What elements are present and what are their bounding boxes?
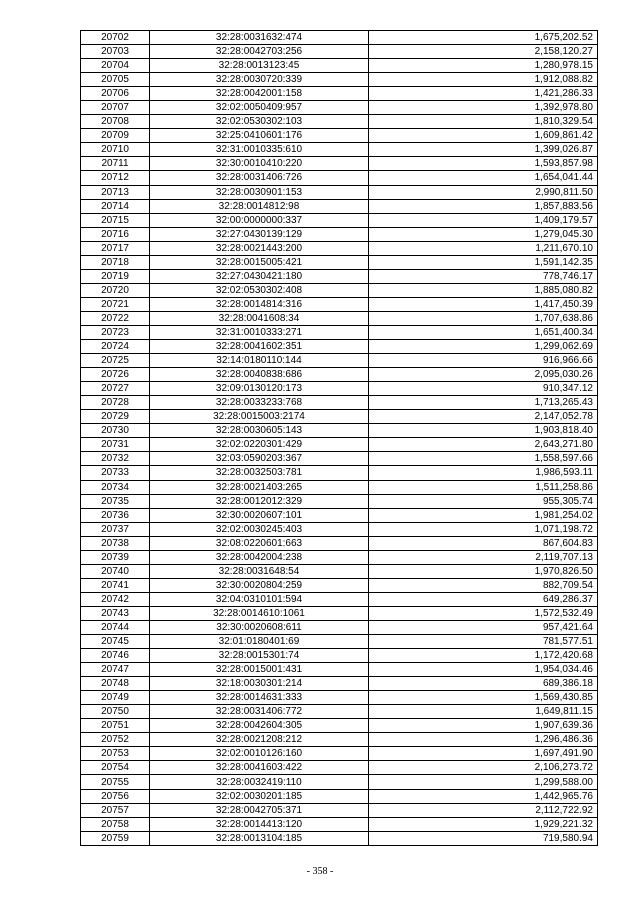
cadastral-number-cell: 32:30:0020804:259 [150,578,369,592]
table-row [81,705,598,719]
row-number-cell: 20752 [81,733,150,747]
cadastral-number-cell: 32:28:0031648:54 [150,564,369,578]
table-row [81,620,598,634]
row-number-cell: 20702 [81,31,150,45]
cadastral-number-cell: 32:28:0013104:185 [150,831,369,845]
cadastral-number-cell: 32:01:0180401:69 [150,635,369,649]
table-row [81,592,598,606]
table-row [81,550,598,564]
table-row [81,761,598,775]
row-number-cell: 20703 [81,45,150,59]
cadastral-number-cell: 32:28:0015001:431 [150,663,369,677]
table-row [81,129,598,143]
value-cell: 1,071,198.72 [369,522,598,536]
cadastral-number-cell: 32:28:0021403:265 [150,480,369,494]
cadastral-number-cell: 32:28:0042705:371 [150,803,369,817]
row-number-cell: 20727 [81,382,150,396]
value-cell: 1,399,026.87 [369,143,598,157]
row-number-cell: 20755 [81,775,150,789]
value-cell: 689,386.18 [369,677,598,691]
table-row [81,227,598,241]
value-cell: 2,112,722.92 [369,803,598,817]
cadastral-number-cell: 32:04:0310101:594 [150,592,369,606]
row-number-cell: 20748 [81,677,150,691]
cadastral-number-cell: 32:25:0410601:176 [150,129,369,143]
value-cell: 1,713,265.43 [369,396,598,410]
cadastral-number-cell: 32:28:0040838:686 [150,368,369,382]
table-row [81,494,598,508]
table-row [81,747,598,761]
cadastral-number-cell: 32:28:0014610:1061 [150,606,369,620]
table-row [81,297,598,311]
value-cell: 1,981,254.02 [369,508,598,522]
row-number-cell: 20739 [81,550,150,564]
row-number-cell: 20747 [81,663,150,677]
value-cell: 1,654,041.44 [369,171,598,185]
cadastral-number-cell: 32:28:0014812:98 [150,199,369,213]
table-row [81,480,598,494]
cadastral-number-cell: 32:00:0000000:337 [150,213,369,227]
row-number-cell: 20731 [81,438,150,452]
cadastral-number-cell: 32:30:0010410:220 [150,157,369,171]
row-number-cell: 20759 [81,831,150,845]
table-row [81,578,598,592]
cadastral-number-cell: 32:28:0042001:158 [150,87,369,101]
row-number-cell: 20742 [81,592,150,606]
row-number-cell: 20719 [81,269,150,283]
row-number-cell: 20721 [81,297,150,311]
table-row [81,31,598,45]
cadastral-number-cell: 32:28:0015005:421 [150,255,369,269]
cadastral-number-cell: 32:18:0030301:214 [150,677,369,691]
value-cell: 1,572,532.49 [369,606,598,620]
table-row [81,466,598,480]
table-row [81,536,598,550]
cadastral-number-cell: 32:03:0590203:367 [150,452,369,466]
row-number-cell: 20737 [81,522,150,536]
cadastral-number-cell: 32:28:0021208:212 [150,733,369,747]
value-cell: 1,591,142.35 [369,255,598,269]
cadastral-number-cell: 32:02:0220301:429 [150,438,369,452]
value-cell: 1,609,861.42 [369,129,598,143]
row-number-cell: 20707 [81,101,150,115]
table-row [81,817,598,831]
row-number-cell: 20729 [81,410,150,424]
table-row [81,410,598,424]
row-number-cell: 20723 [81,325,150,339]
row-number-cell: 20751 [81,719,150,733]
row-number-cell: 20718 [81,255,150,269]
row-number-cell: 20744 [81,620,150,634]
table-row [81,564,598,578]
cadastral-number-cell: 32:28:0041608:34 [150,311,369,325]
cadastral-number-cell: 32:02:0030245:403 [150,522,369,536]
value-cell: 1,929,221.32 [369,817,598,831]
value-cell: 916,966.66 [369,354,598,368]
value-cell: 1,954,034.46 [369,663,598,677]
table-row [81,255,598,269]
value-cell: 957,421.64 [369,620,598,634]
table-row [81,733,598,747]
value-cell: 2,158,120.27 [369,45,598,59]
table-row [81,199,598,213]
row-number-cell: 20740 [81,564,150,578]
row-number-cell: 20735 [81,494,150,508]
row-number-cell: 20711 [81,157,150,171]
value-cell: 781,577.51 [369,635,598,649]
row-number-cell: 20709 [81,129,150,143]
value-cell: 1,649,811.15 [369,705,598,719]
value-cell: 2,147,052.78 [369,410,598,424]
cadastral-number-cell: 32:28:0013123:45 [150,59,369,73]
row-number-cell: 20732 [81,452,150,466]
table-row [81,45,598,59]
table-row [81,101,598,115]
value-cell: 2,990,811.50 [369,185,598,199]
table-row [81,635,598,649]
table-row [81,354,598,368]
table-row [81,241,598,255]
row-number-cell: 20720 [81,283,150,297]
row-number-cell: 20716 [81,227,150,241]
table-row [81,677,598,691]
value-cell: 1,885,080.82 [369,283,598,297]
row-number-cell: 20734 [81,480,150,494]
cadastral-number-cell: 32:28:0033233:768 [150,396,369,410]
value-cell: 1,299,062.69 [369,340,598,354]
cadastral-number-cell: 32:28:0030720:339 [150,73,369,87]
cadastral-number-cell: 32:02:0050409:957 [150,101,369,115]
row-number-cell: 20722 [81,311,150,325]
value-cell: 1,442,965.76 [369,789,598,803]
cadastral-number-cell: 32:28:0030901:153 [150,185,369,199]
row-number-cell: 20728 [81,396,150,410]
table-row [81,213,598,227]
table-row [81,691,598,705]
table-row [81,185,598,199]
value-cell: 1,569,430.85 [369,691,598,705]
cadastral-number-cell: 32:28:0031406:772 [150,705,369,719]
value-cell: 1,810,329.54 [369,115,598,129]
value-cell: 955,305.74 [369,494,598,508]
table-row [81,775,598,789]
value-cell: 1,211,670.10 [369,241,598,255]
cadastral-number-cell: 32:27:0430421:180 [150,269,369,283]
value-cell: 778,746.17 [369,269,598,283]
cadastral-number-cell: 32:31:0010335:610 [150,143,369,157]
cadastral-number-cell: 32:02:0530302:408 [150,283,369,297]
row-number-cell: 20726 [81,368,150,382]
value-cell: 2,119,707.13 [369,550,598,564]
table-row [81,719,598,733]
cadastral-number-cell: 32:28:0014413:120 [150,817,369,831]
cadastral-number-cell: 32:28:0042004:238 [150,550,369,564]
row-number-cell: 20715 [81,213,150,227]
row-number-cell: 20754 [81,761,150,775]
value-cell: 1,558,597.66 [369,452,598,466]
value-cell: 2,095,030.26 [369,368,598,382]
table-row [81,452,598,466]
row-number-cell: 20758 [81,817,150,831]
cadastral-number-cell: 32:31:0010333:271 [150,325,369,339]
cadastral-number-cell: 32:02:0530302:103 [150,115,369,129]
cadastral-number-cell: 32:28:0021443:200 [150,241,369,255]
value-cell: 1,675,202.52 [369,31,598,45]
row-number-cell: 20750 [81,705,150,719]
value-cell: 1,912,088.82 [369,73,598,87]
cadastral-number-cell: 32:28:0015003:2174 [150,410,369,424]
cadastral-number-cell: 32:28:0015301:74 [150,649,369,663]
row-number-cell: 20733 [81,466,150,480]
cadastral-number-cell: 32:28:0042703:256 [150,45,369,59]
cadastral-number-cell: 32:28:0014814:316 [150,297,369,311]
value-cell: 1,857,883.56 [369,199,598,213]
value-cell: 1,903,818.40 [369,424,598,438]
cadastral-number-cell: 32:02:0030201:185 [150,789,369,803]
table-row [81,831,598,845]
table-row [81,340,598,354]
cadastral-number-cell: 32:28:0031406:726 [150,171,369,185]
value-cell: 1,417,450.39 [369,297,598,311]
cadastral-number-cell: 32:28:0030605:143 [150,424,369,438]
cadastral-number-cell: 32:28:0012012:329 [150,494,369,508]
value-cell: 1,392,978.80 [369,101,598,115]
value-cell: 649,286.37 [369,592,598,606]
table-row [81,269,598,283]
table-row [81,522,598,536]
cadastral-number-cell: 32:09:0130120:173 [150,382,369,396]
value-cell: 1,172,420.68 [369,649,598,663]
table-row [81,508,598,522]
table-row [81,325,598,339]
value-cell: 910,347.12 [369,382,598,396]
value-cell: 719,580.94 [369,831,598,845]
table-row [81,143,598,157]
row-number-cell: 20714 [81,199,150,213]
row-number-cell: 20705 [81,73,150,87]
row-number-cell: 20757 [81,803,150,817]
row-number-cell: 20724 [81,340,150,354]
cadastral-value-table [80,30,598,846]
cadastral-number-cell: 32:02:0010126:160 [150,747,369,761]
row-number-cell: 20745 [81,635,150,649]
table-row [81,649,598,663]
table-row [81,283,598,297]
table-row [81,73,598,87]
cadastral-number-cell: 32:08:0220601:663 [150,536,369,550]
row-number-cell: 20756 [81,789,150,803]
cadastral-number-cell: 32:28:0032503:781 [150,466,369,480]
table-row [81,87,598,101]
row-number-cell: 20708 [81,115,150,129]
table-row [81,157,598,171]
value-cell: 2,106,273.72 [369,761,598,775]
table-row [81,382,598,396]
value-cell: 1,280,978.15 [369,59,598,73]
table-row [81,803,598,817]
value-cell: 1,907,639.36 [369,719,598,733]
value-cell: 1,651,400.34 [369,325,598,339]
row-number-cell: 20738 [81,536,150,550]
table-row [81,424,598,438]
table-row [81,789,598,803]
table-row [81,115,598,129]
table-row [81,59,598,73]
row-number-cell: 20743 [81,606,150,620]
cadastral-number-cell: 32:28:0041602:351 [150,340,369,354]
row-number-cell: 20730 [81,424,150,438]
table-row [81,663,598,677]
row-number-cell: 20712 [81,171,150,185]
value-cell: 1,409,179.57 [369,213,598,227]
cadastral-number-cell: 32:28:0032419:110 [150,775,369,789]
row-number-cell: 20746 [81,649,150,663]
cadastral-number-cell: 32:28:0041603:422 [150,761,369,775]
value-cell: 1,299,588.00 [369,775,598,789]
row-number-cell: 20736 [81,508,150,522]
value-cell: 1,421,286.33 [369,87,598,101]
row-number-cell: 20710 [81,143,150,157]
page-number: - 358 - [306,866,334,877]
value-cell: 1,279,045.30 [369,227,598,241]
table-row [81,311,598,325]
cadastral-number-cell: 32:27:0430139:129 [150,227,369,241]
row-number-cell: 20717 [81,241,150,255]
value-cell: 1,593,857.98 [369,157,598,171]
row-number-cell: 20704 [81,59,150,73]
table-row [81,171,598,185]
cadastral-number-cell: 32:28:0014631:333 [150,691,369,705]
cadastral-number-cell: 32:28:0042604:305 [150,719,369,733]
value-cell: 2,643,271.80 [369,438,598,452]
row-number-cell: 20713 [81,185,150,199]
cadastral-number-cell: 32:14:0180110:144 [150,354,369,368]
row-number-cell: 20741 [81,578,150,592]
cadastral-number-cell: 32:30:0020607:101 [150,508,369,522]
row-number-cell: 20753 [81,747,150,761]
cadastral-number-cell: 32:28:0031632:474 [150,31,369,45]
table-row [81,606,598,620]
row-number-cell: 20749 [81,691,150,705]
value-cell: 1,970,826.50 [369,564,598,578]
value-cell: 867,604.83 [369,536,598,550]
table-row [81,396,598,410]
table-row [81,368,598,382]
value-cell: 1,697,491.90 [369,747,598,761]
value-cell: 1,707,638.86 [369,311,598,325]
row-number-cell: 20725 [81,354,150,368]
value-cell: 1,511,258.86 [369,480,598,494]
value-cell: 1,986,593.11 [369,466,598,480]
row-number-cell: 20706 [81,87,150,101]
cadastral-number-cell: 32:30:0020608:611 [150,620,369,634]
table-row [81,438,598,452]
value-cell: 882,709.54 [369,578,598,592]
value-cell: 1,296,486.36 [369,733,598,747]
table-body [81,31,598,846]
